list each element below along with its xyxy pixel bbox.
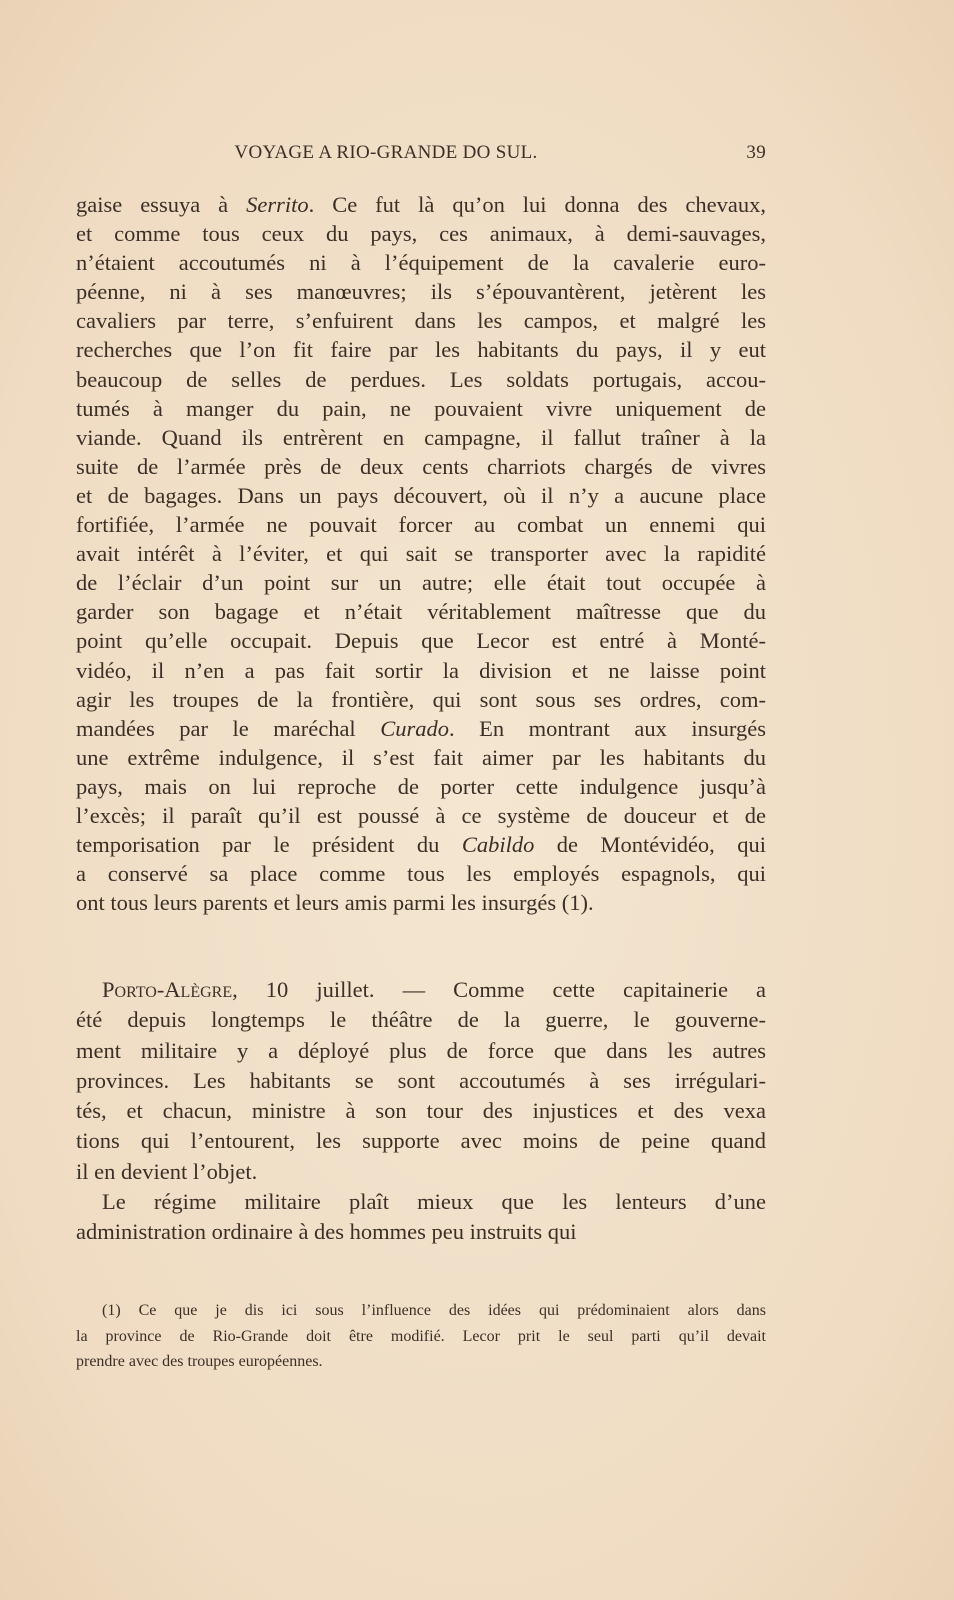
text-segment: point qu’elle occupait. Depuis que Lecor est entré à Monté-: [76, 628, 766, 654]
text-line: [76, 975, 766, 1005]
text-segment: Le régime militaire plaît mieux que les lenteurs d’une: [102, 1189, 766, 1214]
text-segment: été depuis longtemps le théâtre de la guerre, le gouverne-: [76, 1007, 766, 1033]
text-segment: beaucoup de selles de perdues. Les soldats portugais, accou-: [76, 366, 766, 392]
text-line: [76, 1005, 766, 1035]
text-segment: l’excès; il paraît qu’il est poussé à ce système de douceur et de: [76, 802, 766, 828]
text-segment: recherches que l’on fit faire par les habitants du pays, il y eut: [76, 337, 766, 363]
text-segment: de l’éclair d’un point sur un autre; elle était tout occupée à: [76, 570, 766, 596]
text-line: [76, 510, 766, 539]
text-segment: administration ordinaire à des hommes peu instruits qui: [76, 1219, 577, 1245]
text-line: [76, 219, 766, 248]
text-segment: ment militaire y a déployé plus de force que dans les autres: [76, 1037, 766, 1063]
text-segment: pays, mais on lui reproche de porter cette indulgence jusqu’à: [76, 773, 766, 799]
footnote-line: prendre avec des troupes européennes.: [76, 1353, 323, 1370]
text-segment: avait intérêt à l’éviter, et qui sait se transporter avec la rapidité: [76, 541, 766, 567]
paragraph-regime-militaire: [76, 1187, 766, 1248]
text-segment: provinces. Les habitants se sont accoutumés à ses irrégulari-: [76, 1067, 766, 1093]
text-segment: . Ce fut là qu’on lui donna des chevaux,: [308, 192, 767, 217]
text-segment: mandées par le maréchal: [76, 715, 381, 741]
text-segment: il en devient l’objet.: [76, 1158, 258, 1184]
text-line: [76, 1036, 766, 1066]
text-line: [76, 656, 766, 685]
text-segment: garder son bagage et n’était véritablement maîtresse que du: [76, 599, 766, 625]
text-line: [76, 830, 766, 859]
text-segment: tés, et chacun, ministre à son tour des injustices et des vexa: [76, 1098, 766, 1124]
text-line: [76, 394, 766, 423]
text-line: [76, 1187, 766, 1217]
text-line: [76, 539, 766, 568]
footnote-line: (1) Ce que je dis ici sous l’influence des idées qui prédominaient alors dans: [102, 1302, 766, 1319]
text-line: [76, 743, 766, 772]
text-segment: et de bagages. Dans un pays découvert, où il n’y a aucune place: [76, 482, 766, 508]
paragraph-porto-alegre: [76, 975, 766, 1187]
text-segment: a conservé sa place comme tous les employés espagnols, qui: [76, 861, 766, 887]
text-line: [76, 1157, 766, 1187]
text-segment: n’étaient accoutumés ni à l’équipement de la cavalerie euro-: [76, 250, 766, 276]
text-line: [76, 859, 766, 888]
text-line: [76, 423, 766, 452]
text-line: [76, 248, 766, 277]
text-segment: péenne, ni à ses manœuvres; ils s’épouvantèrent, jetèrent les: [76, 279, 766, 305]
text-segment: temporisation par le président du: [76, 832, 462, 858]
text-segment: , 10 juillet. — Comme cette capitainerie a: [232, 977, 766, 1002]
footnote-line: la province de Rio-Grande doit être modifié. Lecor prit le seul parti qu’il devait: [76, 1327, 766, 1345]
text-segment: tumés à manger du pain, ne pouvaient vivre uniquement de: [76, 395, 766, 421]
text-segment: vidéo, il n’en a pas fait sortir la division et ne laisse point: [76, 657, 766, 683]
footnote: [76, 1298, 766, 1375]
text-segment: une extrême indulgence, il s’est fait aimer par les habitants du: [76, 744, 766, 770]
text-line: [76, 1096, 766, 1126]
text-segment: fortifiée, l’armée ne pouvait forcer au combat un ennemi qui: [76, 512, 766, 538]
text-line: [76, 1217, 766, 1247]
text-segment: cavaliers par terre, s’enfuirent dans les campos, et malgré les: [76, 308, 766, 334]
text-segment: de Montévidéo, qui: [534, 832, 766, 858]
text-segment: et comme tous ceux du pays, ces animaux, à demi-sauvages,: [76, 221, 766, 247]
text-line: [76, 568, 766, 597]
running-title: VOYAGE A RIO-GRANDE DO SUL.: [234, 142, 538, 163]
paragraph-main: [76, 190, 766, 917]
small-caps-text: Porto-Alègre: [102, 977, 233, 1002]
text-segment: ont tous leurs parents et leurs amis parmi les insurgés (1).: [76, 890, 594, 916]
text-segment: tions qui l’entourent, les supporte avec moins de peine quand: [76, 1128, 766, 1154]
text-line: [76, 481, 766, 510]
running-header: [76, 142, 766, 168]
text-line: [76, 335, 766, 364]
text-line: [76, 452, 766, 481]
text-line: [76, 190, 766, 219]
italic-text: Cabildo: [461, 832, 535, 858]
text-line: [76, 1126, 766, 1156]
text-segment: viande. Quand ils entrèrent en campagne, il fallut traîner à la: [76, 424, 766, 450]
text-line: [76, 888, 766, 917]
text-line: [76, 685, 766, 714]
text-segment: gaise essuya à: [76, 192, 247, 217]
text-line: [76, 306, 766, 335]
text-segment: agir les troupes de la frontière, qui sont sous ses ordres, com-: [76, 686, 766, 712]
text-line: [76, 365, 766, 394]
text-line: [76, 277, 766, 306]
text-segment: suite de l’armée près de deux cents charriots chargés de vivres: [76, 453, 766, 479]
italic-text: Curado: [380, 715, 449, 741]
italic-text: Serrito: [246, 192, 309, 217]
text-line: [76, 626, 766, 655]
text-segment: . En montrant aux insurgés: [448, 715, 766, 741]
text-line: [76, 772, 766, 801]
text-line: [76, 801, 766, 830]
text-line: [76, 714, 766, 743]
text-line: [76, 1066, 766, 1096]
text-line: [76, 597, 766, 626]
page-number: 39: [746, 142, 766, 163]
